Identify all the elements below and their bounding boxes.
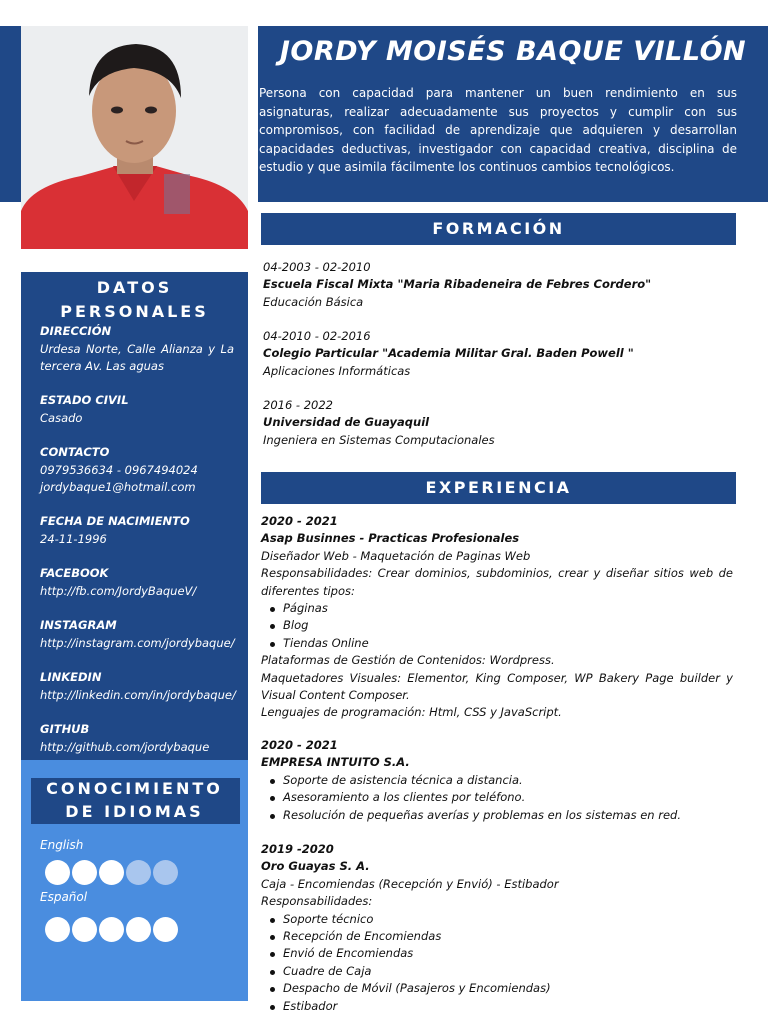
level-dot <box>153 917 178 942</box>
level-dot <box>99 860 124 885</box>
list-item: Recepción de Encomiendas <box>261 928 733 945</box>
experience-company: EMPRESA INTUITO S.A. <box>261 755 410 770</box>
facebook-label: FACEBOOK <box>40 566 109 580</box>
language-level-english <box>45 860 178 885</box>
address-value: Urdesa Norte, Calle Alianza y La tercera Av. Las aguas <box>40 341 234 373</box>
civil-status-block <box>40 392 234 427</box>
github-label: GITHUB <box>40 722 90 736</box>
experience-builders: Maquetadores Visuales: Elementor, King Composer, WP Bakery Page builder y Visual Content Composer. <box>261 670 733 703</box>
list-item: Tiendas Online <box>261 635 733 652</box>
education-school: Colegio Particular "Academia Militar Gral. Baden Powell " <box>263 346 634 361</box>
list-item: Asesoramiento a los clientes por teléfono. <box>261 789 733 806</box>
experience-role: Caja - Encomiendas (Recepción y Envió) - Estibador <box>261 876 559 891</box>
list-item: Estibador <box>261 998 733 1015</box>
list-item: Cuadre de Caja <box>261 963 733 980</box>
facebook-link[interactable]: http://fb.com/JordyBaqueV/ <box>40 583 197 598</box>
civil-status-label: ESTADO CIVIL <box>40 393 129 407</box>
github-link[interactable]: http://github.com/jordybaque <box>40 739 210 754</box>
level-dot-empty <box>126 860 151 885</box>
contact-phones: 0979536634 - 0967494024 <box>40 462 198 477</box>
header-gap <box>248 26 258 202</box>
formacion-header: FORMACIÓN <box>261 213 736 245</box>
experience-tasks <box>261 911 733 1015</box>
level-dot <box>45 860 70 885</box>
linkedin-block <box>40 669 234 704</box>
list-item: Páginas <box>261 600 733 617</box>
list-item: Soporte de asistencia técnica a distancia. <box>261 772 733 789</box>
education-degree: Ingeniera en Sistemas Computacionales <box>263 432 495 447</box>
address-block <box>40 323 234 376</box>
profile-summary: Persona con capacidad para mantener un buen rendimiento en sus asignaturas, realizar adecuadamente sus proyectos y cumplir con sus compromisos, con facilidad de aprendizaje que adquieren y desarrollan capacidades deductivas, investigador con capacidad creativa, disciplina de estudio y que asimila fácilmente los continuos cambios tecnológicos. <box>259 86 737 174</box>
personal-title-line1: DATOS <box>96 278 173 297</box>
level-dot <box>72 917 97 942</box>
level-dot-empty <box>153 860 178 885</box>
experience-site-types <box>261 600 733 652</box>
experience-role: Diseñador Web - Maquetación de Paginas Web <box>261 548 531 563</box>
contact-email[interactable]: jordybaque1@hotmail.com <box>40 480 196 494</box>
instagram-block <box>40 617 234 652</box>
education-item-1 <box>263 259 733 311</box>
instagram-label: INSTAGRAM <box>40 618 117 632</box>
languages-title-line2: DE IDIOMAS <box>65 802 204 821</box>
education-dates: 04-2003 - 02-2010 <box>263 260 371 274</box>
header-left-stripe <box>0 26 21 202</box>
instagram-link[interactable]: http://instagram.com/jordybaque/ <box>40 635 235 650</box>
language-name-spanish: Español <box>40 890 88 904</box>
contact-block <box>40 444 234 497</box>
birth-value: 24-11-1996 <box>40 531 107 546</box>
list-item: Resolución de pequeñas averías y problemas en los sistemas en red. <box>261 807 733 824</box>
education-school: Universidad de Guayaquil <box>263 415 430 430</box>
education-item-3 <box>263 397 733 449</box>
candidate-name: JORDY MOISÉS BAQUE VILLÓN <box>279 36 747 67</box>
address-label: DIRECCIÓN <box>40 324 112 338</box>
level-dot <box>99 917 124 942</box>
languages-title-line1: CONOCIMIENTO <box>46 779 223 798</box>
language-name-english: English <box>40 838 84 852</box>
experiencia-header: EXPERIENCIA <box>261 472 736 504</box>
facebook-block <box>40 565 234 600</box>
contact-label: CONTACTO <box>40 445 110 459</box>
level-dot <box>126 917 151 942</box>
experience-tasks <box>261 772 733 824</box>
birth-block <box>40 513 234 548</box>
experience-item-2 <box>261 737 733 824</box>
education-item-2 <box>263 328 733 380</box>
experience-company: Oro Guayas S. A. <box>261 859 370 874</box>
list-item: Despacho de Móvil (Pasajeros y Encomiendas) <box>261 980 733 997</box>
experience-dates: 2020 - 2021 <box>261 738 338 752</box>
experience-item-1 <box>261 513 733 722</box>
education-dates: 04-2010 - 02-2016 <box>263 329 371 343</box>
education-dates: 2016 - 2022 <box>263 398 333 412</box>
profile-photo <box>21 26 248 249</box>
language-level-spanish <box>45 917 178 942</box>
linkedin-link[interactable]: http://linkedin.com/in/jordybaque/ <box>40 687 236 702</box>
experience-company: Asap Businnes - Practicas Profesionales <box>261 531 520 546</box>
experience-dates: 2019 -2020 <box>261 842 334 856</box>
list-item: Soporte técnico <box>261 911 733 928</box>
experience-responsibilities: Responsabilidades: Crear dominios, subdominios, crear y diseñar sitios web de diferentes tipos: <box>261 566 733 598</box>
experience-responsibilities: Responsabilidades: <box>261 894 373 909</box>
experience-item-3 <box>261 841 733 1015</box>
level-dot <box>72 860 97 885</box>
education-degree: Aplicaciones Informáticas <box>263 363 411 378</box>
linkedin-label: LINKEDIN <box>40 670 102 684</box>
level-dot <box>45 917 70 942</box>
list-item: Blog <box>261 617 733 634</box>
birth-label: FECHA DE NACIMIENTO <box>40 514 190 528</box>
civil-status-value: Casado <box>40 410 83 425</box>
list-item: Envió de Encomiendas <box>261 945 733 962</box>
personal-title-line2: PERSONALES <box>60 302 209 321</box>
experience-languages: Lenguajes de programación: Html, CSS y JavaScript. <box>261 705 562 720</box>
experience-cms: Plataformas de Gestión de Contenidos: Wordpress. <box>261 653 555 668</box>
portrait-illustration <box>21 26 248 249</box>
education-degree: Educación Básica <box>263 294 364 309</box>
experience-dates: 2020 - 2021 <box>261 514 338 528</box>
github-block <box>40 721 234 756</box>
education-school: Escuela Fiscal Mixta "Maria Ribadeneira de Febres Cordero" <box>263 277 652 292</box>
